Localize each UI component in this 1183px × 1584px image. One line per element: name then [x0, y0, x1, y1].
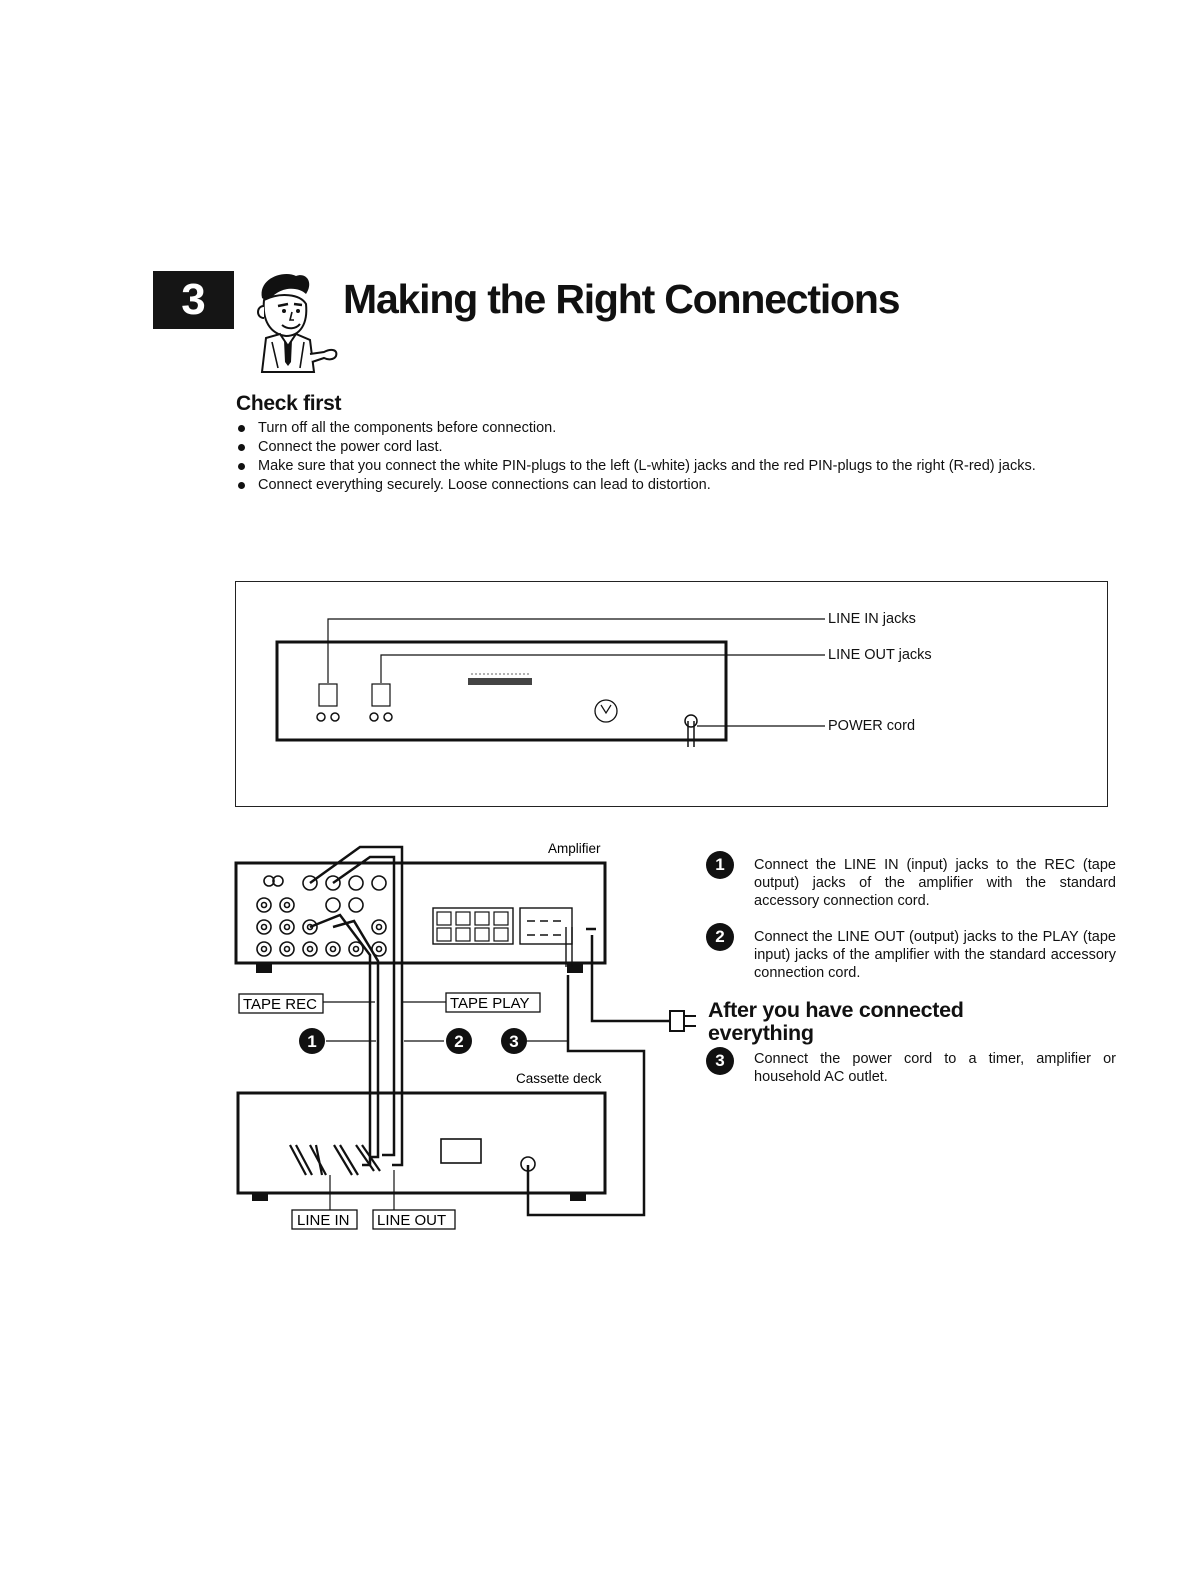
svg-text:1: 1 [307, 1032, 317, 1051]
cassette-deck-drawing [238, 1093, 605, 1201]
amplifier-drawing [236, 863, 605, 973]
check-item: Turn off all the components before connection. [236, 419, 1126, 437]
step-1 [706, 851, 1126, 911]
amplifier-label: Amplifier [548, 841, 601, 856]
step-number-badge: 3 [706, 1047, 734, 1075]
check-item: Connect the power cord last. [236, 438, 1126, 456]
after-connected-heading: After you have connected everything [708, 998, 964, 1045]
check-item: Connect everything securely. Loose connections can lead to distortion. [236, 476, 1126, 494]
step-text: Connect the LINE IN (input) jacks to the REC (tape output) jacks of the amplifier with the standard accessory connection cord. [754, 857, 1116, 909]
connection-diagram [230, 835, 700, 1245]
step-3 [706, 1047, 1126, 1091]
marker-2 [446, 1028, 472, 1054]
line-in-jacks-callout: LINE IN jacks [828, 611, 916, 627]
mascot-illustration [244, 268, 344, 376]
line-in-label: LINE IN [297, 1212, 350, 1229]
line-in-jacks [317, 684, 339, 721]
rear-panel-drawing [235, 581, 1108, 807]
step-text: Connect the power cord to a timer, amplifier or household AC outlet. [754, 1051, 1116, 1085]
power-cord-callout: POWER cord [828, 718, 916, 734]
line-out-label: LINE OUT [377, 1212, 447, 1229]
check-item: Make sure that you connect the white PIN-plugs to the left (L-white) jacks and the red PIN-plugs to the right (R-red) jacks. [236, 457, 1126, 475]
step-number-badge: 1 [706, 851, 734, 879]
svg-text:2: 2 [454, 1032, 464, 1051]
section-number: 3 [181, 275, 206, 324]
tape-rec-label: TAPE REC [243, 996, 317, 1013]
marker-3 [501, 1028, 527, 1054]
line-out-jacks [370, 684, 392, 721]
check-first-list [236, 419, 1126, 495]
section-number-badge [153, 271, 234, 329]
line-out-jacks-callout: LINE OUT jacks [828, 647, 932, 663]
tape-play-label: TAPE PLAY [450, 995, 530, 1012]
cassette-deck-label: Cassette deck [516, 1071, 602, 1086]
marker-1 [299, 1028, 325, 1054]
step-text: Connect the LINE OUT (output) jacks to the PLAY (tape input) jacks of the amplifier with the standard accessory connection cord. [754, 929, 1116, 981]
step-2 [706, 923, 1126, 983]
step-number-badge: 2 [706, 923, 734, 951]
svg-text:3: 3 [509, 1032, 519, 1051]
page-title: Making the Right Connections [343, 276, 900, 322]
ac-plug-icon [670, 1011, 696, 1031]
check-first-heading: Check first [236, 392, 342, 415]
